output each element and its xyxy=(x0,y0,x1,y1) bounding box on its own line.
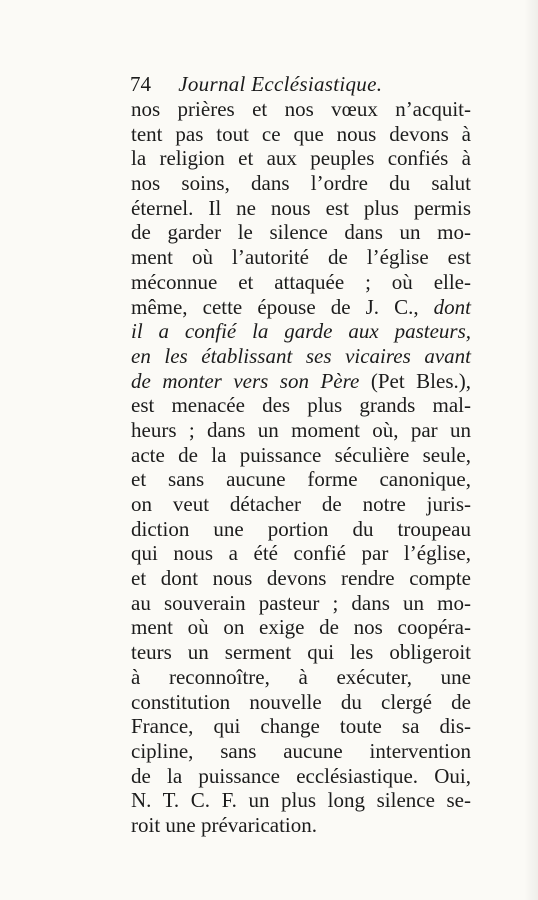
text-line xyxy=(131,690,471,715)
text-line-content: au souverain pasteur ; dans un mo- xyxy=(131,590,471,615)
page-header xyxy=(130,72,382,97)
text-line-content: diction une portion du troupeau xyxy=(131,516,471,541)
text-line-content: la religion et aux peuples confiés à xyxy=(131,146,471,171)
text-line xyxy=(131,640,471,665)
text-line xyxy=(131,566,471,591)
text-line xyxy=(131,788,471,813)
text-line xyxy=(131,467,471,492)
text-line-content: ment où on exige de nos coopéra- xyxy=(131,615,471,640)
text-line-content: N. T. C. F. un plus long silence se- xyxy=(131,788,471,813)
text-line xyxy=(131,591,471,616)
text-line xyxy=(131,393,471,418)
text-line xyxy=(131,714,471,739)
text-line xyxy=(131,615,471,640)
text-line xyxy=(131,443,471,468)
text-line xyxy=(131,517,471,542)
text-line-content: de la puissance ecclésiastique. Oui, xyxy=(131,763,471,788)
text-line-content: on veut détacher de notre juris- xyxy=(131,492,471,516)
text-line xyxy=(131,418,471,443)
page-edge-shadow xyxy=(524,0,538,900)
text-line xyxy=(131,270,471,295)
text-line-content: nos soins, dans l’ordre du salut xyxy=(131,171,471,196)
text-line-content: qui nous a été confié par l’église, xyxy=(131,541,471,566)
text-line xyxy=(131,344,471,369)
text-line xyxy=(131,122,471,147)
text-line-content: tent pas tout ce que nous devons à xyxy=(131,121,471,146)
text-line xyxy=(131,171,471,196)
text-line xyxy=(131,739,471,764)
text-line-content: même, cette épouse de J. C., xyxy=(131,294,434,319)
text-line-content: de garder le silence dans un mo- xyxy=(131,220,471,245)
text-line xyxy=(131,764,471,789)
text-line xyxy=(131,245,471,270)
text-line-italic-tail: dont xyxy=(433,294,471,319)
text-line-roman-tail: (Pet Bles.), xyxy=(359,368,471,393)
text-line-content: et dont nous devons rendre compte xyxy=(131,566,471,591)
text-line-content: cipline, sans aucune intervention xyxy=(131,738,471,763)
text-line xyxy=(131,97,471,122)
text-line xyxy=(131,295,471,320)
text-line-content: France, qui change toute sa dis- xyxy=(131,714,471,739)
text-line xyxy=(131,492,471,517)
text-line-content: est menacée des plus grands mal- xyxy=(131,393,471,418)
text-line-content: éternel. Il ne nous est plus permis xyxy=(131,195,471,220)
text-line-content: nos prières et nos vœux n’acquit- xyxy=(131,97,471,121)
text-line xyxy=(131,665,471,690)
text-line-content: constitution nouvelle du clergé de xyxy=(131,689,471,714)
body-text xyxy=(131,97,471,838)
page-number: 74 xyxy=(130,72,151,96)
text-line-content: méconnue et attaquée ; où elle- xyxy=(131,269,471,294)
running-title: Journal Ecclésiastique. xyxy=(178,72,383,96)
text-line xyxy=(131,369,471,394)
text-line xyxy=(131,319,471,344)
text-line xyxy=(131,541,471,566)
text-line xyxy=(131,196,471,221)
text-line xyxy=(131,813,471,838)
text-line-content: heurs ; dans un moment où, par un xyxy=(131,417,471,442)
text-line-content: ment où l’autorité de l’église est xyxy=(131,245,471,270)
text-line-content: à reconnoître, à exécuter, une xyxy=(131,664,471,689)
text-line-content: teurs un serment qui les obligeroit xyxy=(131,640,471,665)
text-line-content: il a confié la garde aux pasteurs, xyxy=(131,319,471,344)
text-line-content: en les établissant ses vicaires avant xyxy=(131,343,471,368)
text-line-content: et sans aucune forme canonique, xyxy=(131,467,471,492)
text-line-content: roit une prévarication. xyxy=(131,812,318,837)
text-line-content: acte de la puissance séculière seule, xyxy=(131,442,471,467)
text-line xyxy=(131,146,471,171)
text-line xyxy=(131,220,471,245)
text-line-content: de monter vers son Père xyxy=(131,368,360,393)
